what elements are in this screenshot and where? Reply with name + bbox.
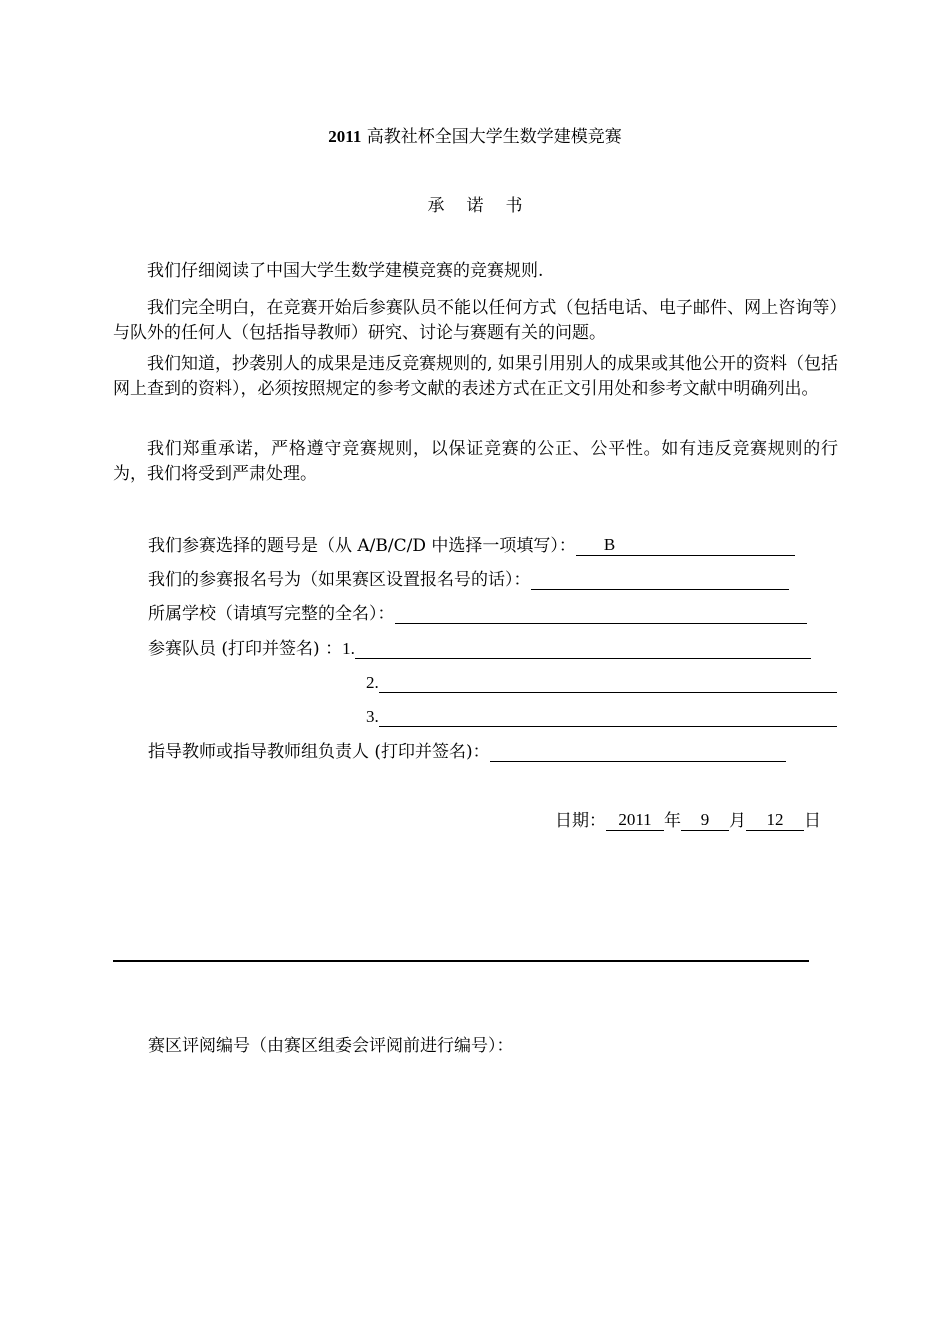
date-year-unit: 年: [664, 811, 681, 831]
document-title: [0, 122, 950, 147]
pledge-paragraph-3: 我们知道，抄袭别人的成果是违反竞赛规则的, 如果引用别人的成果或其他公开的资料（包括网上查到的资料），必须按照规定的参考文献的表述方式在正文引用处和参考文献中明确列出。: [113, 354, 838, 399]
date-day-unit: 日: [804, 811, 821, 831]
member-number-1: 1.: [342, 639, 355, 658]
members-label: 参赛队员 (打印并签名) ：: [148, 639, 343, 659]
registration-row: [148, 566, 789, 590]
date-year[interactable]: 2011: [606, 810, 664, 831]
member-number-2: 2.: [366, 673, 379, 692]
pledge-paragraph-2: 我们完全明白，在竞赛开始后参赛队员不能以任何方式（包括电话、电子邮件、网上咨询等）与队外的任何人（包括指导教师）研究、讨论与赛题有关的问题。: [113, 298, 838, 343]
pledge-paragraph-1: 我们仔细阅读了中国大学生数学建模竞赛的竞赛规则.: [147, 261, 544, 281]
member-row-3: [366, 703, 837, 727]
member-row-2: [366, 669, 837, 693]
problem-field[interactable]: [576, 535, 795, 556]
review-number-label: 赛区评阅编号（由赛区组委会评阅前进行编号）：: [148, 1036, 514, 1056]
pledge-paragraph-4: 我们郑重承诺，严格遵守竞赛规则，以保证竞赛的公正、公平性。如有违反竞赛规则的行为，我们将受到严肃处理。: [113, 439, 838, 484]
member-field-3[interactable]: [379, 706, 837, 727]
member-field-2[interactable]: [379, 672, 837, 693]
date-label: 日期：: [555, 811, 606, 831]
registration-label: 我们的参赛报名号为（如果赛区设置报名号的话）：: [148, 570, 531, 590]
title-text: 高教社杯全国大学生数学建模竞赛: [366, 127, 622, 147]
school-label: 所属学校（请填写完整的全名）：: [148, 604, 395, 624]
advisor-label: 指导教师或指导教师组负责人 (打印并签名)：: [148, 742, 490, 762]
member-field-1[interactable]: [355, 638, 811, 659]
date-month-unit: 月: [729, 811, 746, 831]
problem-value: B: [603, 535, 616, 554]
advisor-row: [148, 738, 786, 762]
school-row: [148, 600, 807, 624]
advisor-field[interactable]: [490, 741, 786, 762]
section-divider: [113, 960, 809, 962]
problem-label: 我们参赛选择的题号是（从 A/B/C/D 中选择一项填写）：: [148, 536, 576, 556]
date-day[interactable]: 12: [746, 810, 804, 831]
title-year: 2011: [328, 127, 362, 146]
registration-field[interactable]: [531, 569, 789, 590]
member-row-1: [148, 635, 811, 659]
date-row: [555, 806, 821, 831]
date-month[interactable]: 9: [681, 810, 729, 831]
problem-row: [148, 532, 795, 556]
school-field[interactable]: [395, 603, 807, 624]
document-subtitle: 承诺书: [427, 196, 545, 216]
member-number-3: 3.: [366, 707, 379, 726]
